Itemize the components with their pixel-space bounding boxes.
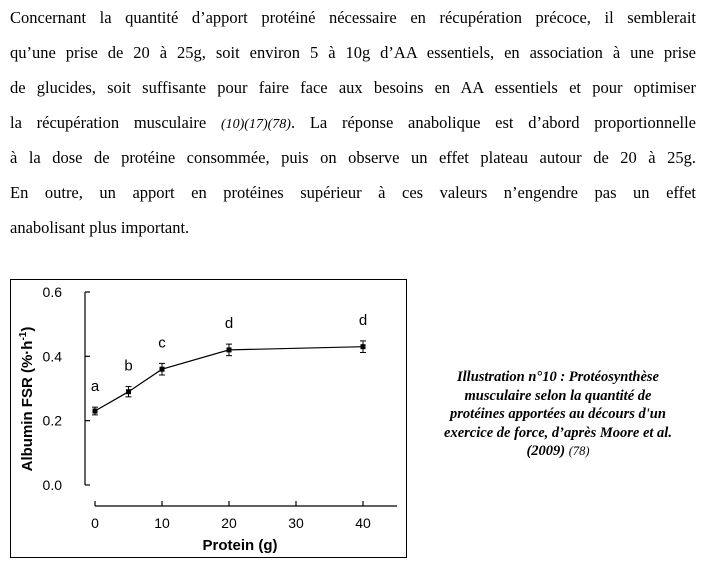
data-point xyxy=(93,409,98,414)
paragraph-line: anabolisant plus important. xyxy=(10,218,190,237)
series-line xyxy=(95,347,363,411)
significance-letter: a xyxy=(90,378,100,396)
caption-line: exercice de force, d’après Moore et al. xyxy=(444,424,672,441)
body-paragraph xyxy=(10,0,696,245)
paragraph-line xyxy=(10,105,696,140)
data-point xyxy=(227,347,232,352)
y-tick-label: 0.0 xyxy=(42,477,62,493)
y-tick-label: 0.4 xyxy=(42,348,62,365)
caption-year: (2009) xyxy=(526,443,569,459)
y-ticks xyxy=(43,284,90,493)
figure-frame xyxy=(10,279,407,558)
data-point xyxy=(160,367,165,372)
y-tick-label: 0.6 xyxy=(42,284,62,300)
figure-caption xyxy=(418,368,698,461)
paragraph-line: qu’une prise de 20 à 25g, soit environ 5 à 10g d’AA essentiels, en association à une prise xyxy=(10,43,696,62)
paragraph-text: la récupération musculaire xyxy=(10,113,221,132)
fsr-line-chart xyxy=(11,280,408,559)
paragraph-line: de glucides, soit suffisante pour faire face aux besoins en AA essentiels et pour optimiser xyxy=(10,78,696,97)
caption-line: Illustration n°10 : Protéosynthèse xyxy=(457,369,659,385)
x-tick-label: 20 xyxy=(221,515,237,531)
significance-letter: d xyxy=(358,311,368,329)
significance-letter: b xyxy=(124,357,133,375)
caption-line xyxy=(418,442,698,461)
caption-line: protéines apportées au décours d'un xyxy=(450,406,666,422)
citation-reference: (10)(17)(78) xyxy=(220,117,291,132)
x-tick-label: 40 xyxy=(355,515,371,531)
y-tick-label: 0.2 xyxy=(42,412,62,429)
paragraph-line: Concernant la quantité d’apport protéiné nécessaire en récupération précoce, il semblerait xyxy=(10,8,696,27)
paragraph-line: à la dose de protéine consommée, puis on observe un effet plateau autour de 20 à 25g. xyxy=(10,148,696,167)
paragraph-text: . La réponse anabolique est d’abord proportionnelle xyxy=(290,113,697,132)
caption-reference: (78) xyxy=(568,444,590,458)
significance-letter: c xyxy=(158,334,166,352)
x-tick-label: 10 xyxy=(154,515,170,531)
y-axis-label: Albumin FSR $(\%\cdot h^{-1})$ xyxy=(18,326,36,472)
caption-line: musculaire selon la quantité de xyxy=(464,387,652,404)
x-tick-label: 30 xyxy=(288,515,304,531)
data-point xyxy=(361,344,366,349)
significance-letter: d xyxy=(224,315,234,333)
x-axis-label: Protein (g) xyxy=(202,537,278,554)
data-point xyxy=(126,389,131,394)
paragraph-line: En outre, un apport en protéines supérieur à ces valeurs n’engendre pas un effet xyxy=(10,183,696,202)
data-series xyxy=(91,312,367,415)
x-tick-label: 0 xyxy=(91,515,99,531)
